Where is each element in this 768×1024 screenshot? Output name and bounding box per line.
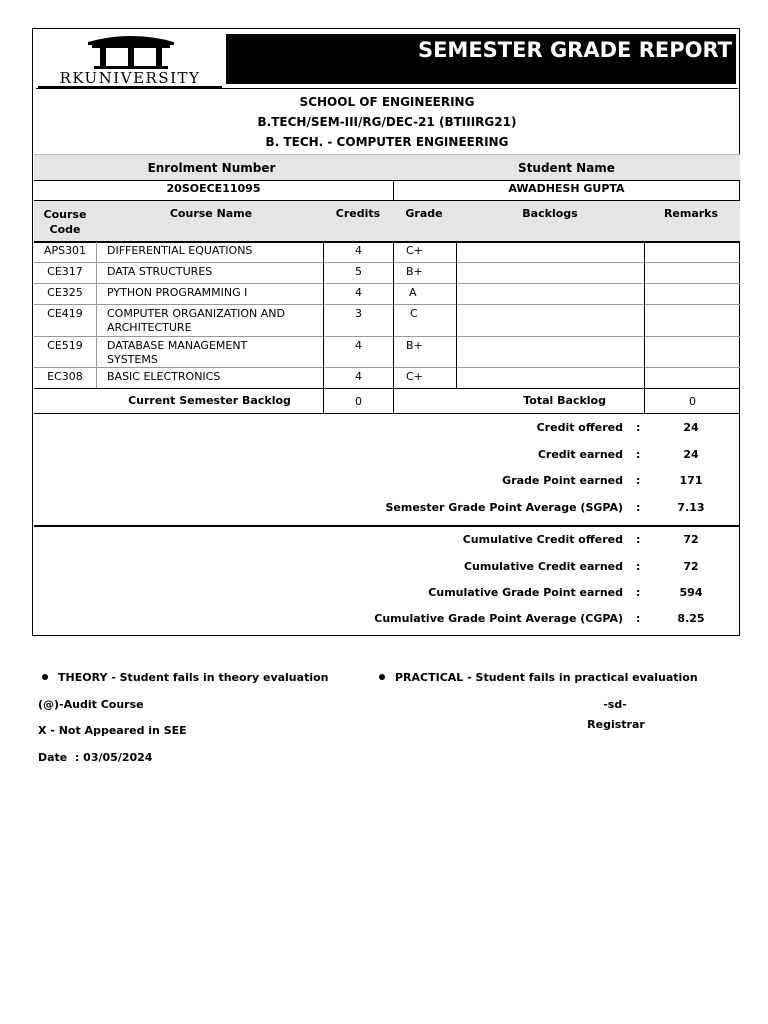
course-grade: A bbox=[409, 286, 417, 299]
col-remarks: Remarks bbox=[663, 207, 719, 220]
course-credits: 4 bbox=[355, 286, 362, 299]
summary-label: Credit offered bbox=[536, 421, 623, 434]
bullet-icon bbox=[42, 674, 48, 680]
summary-colon: : bbox=[636, 533, 641, 546]
program-name: B. TECH. - COMPUTER ENGINEERING bbox=[265, 135, 509, 149]
course-grade: B+ bbox=[406, 339, 423, 352]
summary-value: 72 bbox=[683, 533, 699, 546]
audit-note: (@)-Audit Course bbox=[38, 698, 144, 711]
date-line: Date : 03/05/2024 bbox=[38, 751, 153, 764]
total-backlog-value: 0 bbox=[689, 395, 696, 408]
summary-label: Cumulative Credit offered bbox=[462, 533, 623, 546]
pillars-icon bbox=[36, 32, 226, 72]
summary-value: 7.13 bbox=[677, 501, 705, 514]
course-grade: C+ bbox=[406, 370, 423, 383]
signature: -sd- bbox=[603, 698, 627, 711]
course-credits: 4 bbox=[355, 339, 362, 352]
course-credits: 4 bbox=[355, 370, 362, 383]
course-name: BASIC ELECTRONICS bbox=[107, 370, 221, 383]
report-title: SEMESTER GRADE REPORT bbox=[226, 34, 736, 84]
school-name: SCHOOL OF ENGINEERING bbox=[299, 95, 475, 109]
col-backlogs: Backlogs bbox=[522, 207, 578, 220]
course-grade: B+ bbox=[406, 265, 423, 278]
summary-colon: : bbox=[636, 448, 641, 461]
col-course-name: Course Name bbox=[169, 207, 253, 220]
program-header bbox=[36, 88, 738, 155]
course-code: CE419 bbox=[47, 307, 83, 320]
course-name: DATA STRUCTURES bbox=[107, 265, 213, 278]
summary-label: Grade Point earned bbox=[502, 474, 623, 487]
not-appeared-note: X - Not Appeared in SEE bbox=[38, 724, 187, 737]
practical-note: PRACTICAL - Student fails in practical evaluation bbox=[379, 671, 698, 684]
summary-label: Cumulative Grade Point Average (CGPA) bbox=[374, 612, 623, 625]
col-course-code: Course Code bbox=[43, 208, 87, 236]
course-name: COMPUTER ORGANIZATION AND bbox=[107, 307, 285, 320]
enrolment-label: Enrolment Number bbox=[147, 161, 276, 175]
course-name-continued: SYSTEMS bbox=[107, 353, 158, 366]
university-logo bbox=[36, 32, 226, 88]
summary-value: 8.25 bbox=[677, 612, 705, 625]
summary-value: 171 bbox=[679, 474, 703, 487]
course-name-continued: ARCHITECTURE bbox=[107, 321, 192, 334]
registrar-label: Registrar bbox=[587, 718, 645, 731]
course-code: CE519 bbox=[47, 339, 83, 352]
current-backlog-label: Current Semester Backlog bbox=[128, 394, 291, 407]
course-grade: C+ bbox=[406, 244, 423, 257]
course-name: PYTHON PROGRAMMING I bbox=[107, 286, 248, 299]
course-code: EC308 bbox=[47, 370, 83, 383]
logo-wordmark: RKUNIVERSITY bbox=[36, 70, 224, 86]
course-credits: 3 bbox=[355, 307, 362, 320]
bullet-icon bbox=[379, 674, 385, 680]
summary-label: Cumulative Grade Point earned bbox=[428, 586, 623, 599]
course-code: CE325 bbox=[47, 286, 83, 299]
student-name-label: Student Name bbox=[518, 161, 615, 175]
summary-colon: : bbox=[636, 560, 641, 573]
summary-value: 72 bbox=[683, 560, 699, 573]
summary-label: Credit earned bbox=[537, 448, 623, 461]
course-grade: C bbox=[410, 307, 418, 320]
summary-value: 594 bbox=[679, 586, 703, 599]
summary-colon: : bbox=[636, 474, 641, 487]
summary-value: 24 bbox=[683, 421, 699, 434]
current-backlog-value: 0 bbox=[355, 395, 362, 408]
theory-note: THEORY - Student fails in theory evaluation bbox=[42, 671, 328, 684]
course-code: CE317 bbox=[47, 265, 83, 278]
summary-colon: : bbox=[636, 501, 641, 514]
course-name: DIFFERENTIAL EQUATIONS bbox=[107, 244, 253, 257]
summary-label: Semester Grade Point Average (SGPA) bbox=[385, 501, 623, 514]
summary-label: Cumulative Credit earned bbox=[463, 560, 623, 573]
course-credits: 4 bbox=[355, 244, 362, 257]
course-code: APS301 bbox=[43, 244, 87, 257]
total-backlog-label: Total Backlog bbox=[523, 394, 606, 407]
program-code: B.TECH/SEM-III/RG/DEC-21 (BTIIIRG21) bbox=[257, 115, 517, 129]
col-credits: Credits bbox=[335, 207, 381, 220]
enrolment-number: 20SOECE11095 bbox=[166, 182, 261, 195]
summary-value: 24 bbox=[683, 448, 699, 461]
course-name: DATABASE MANAGEMENT bbox=[107, 339, 248, 352]
col-grade: Grade bbox=[405, 207, 443, 220]
summary-colon: : bbox=[636, 612, 641, 625]
course-credits: 5 bbox=[355, 265, 362, 278]
summary-colon: : bbox=[636, 421, 641, 434]
student-name: AWADHESH GUPTA bbox=[508, 182, 625, 195]
summary-colon: : bbox=[636, 586, 641, 599]
